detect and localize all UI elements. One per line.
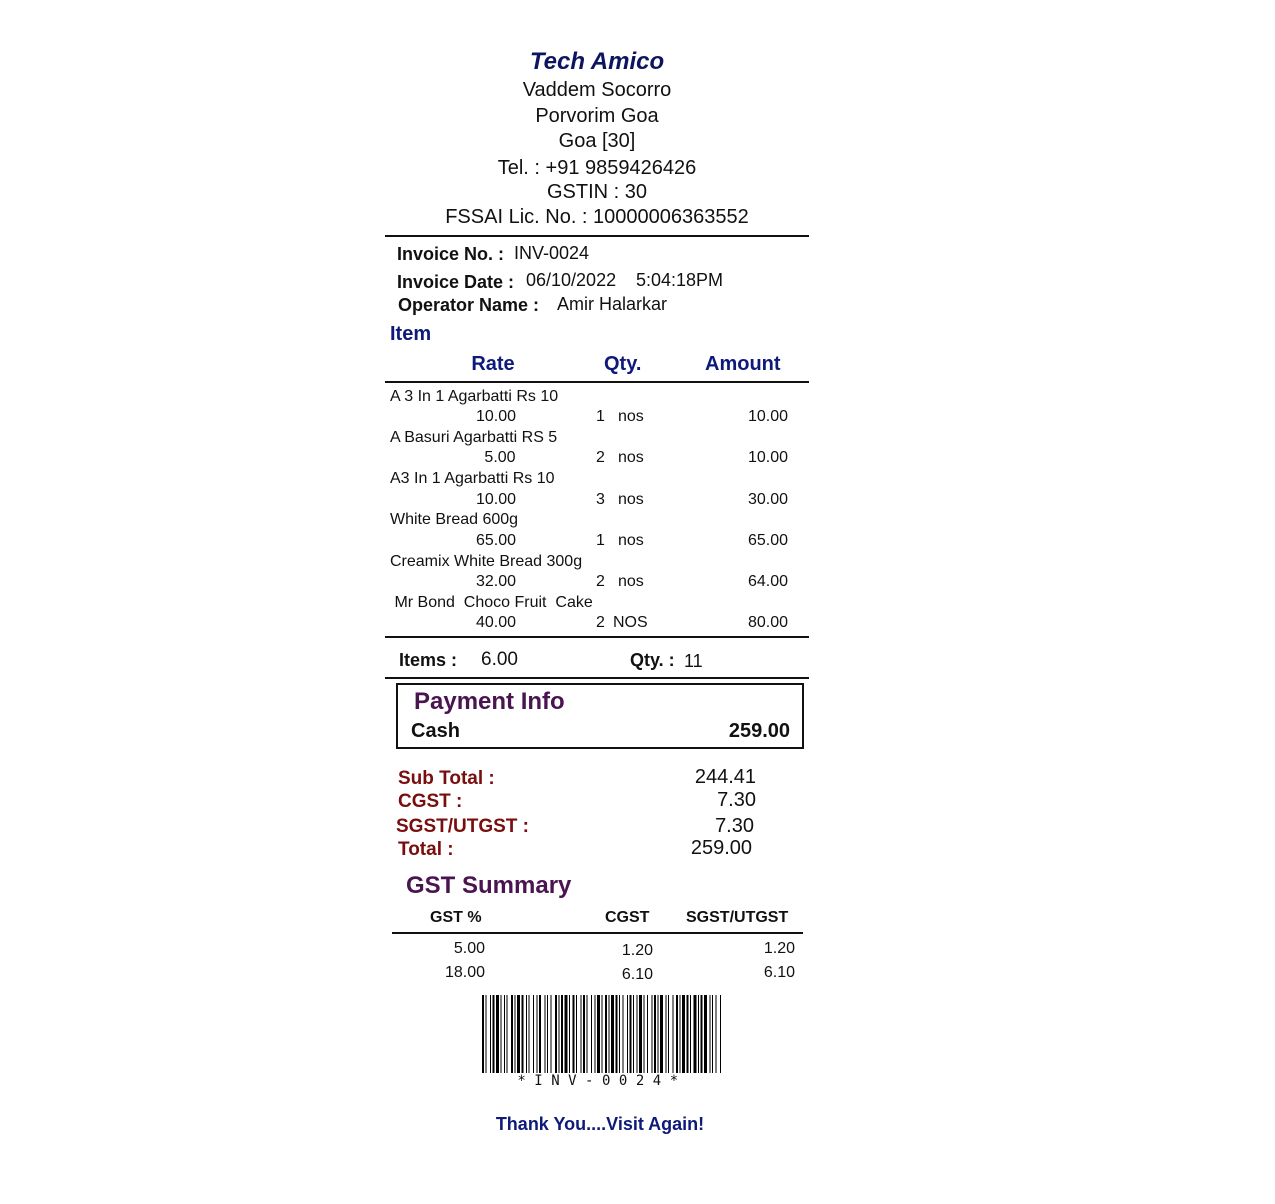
barcode-bar [482, 995, 484, 1073]
barcode-bar [658, 995, 659, 1073]
item-rate: 40.00 [475, 614, 517, 631]
barcode-bar [486, 995, 487, 1073]
item-qty: 2 [596, 573, 605, 590]
item-name: A 3 In 1 Agarbatti Rs 10 [390, 388, 559, 405]
barcode-bar [605, 995, 607, 1073]
barcode-bar [611, 995, 614, 1073]
item-qty: 1 [596, 532, 605, 549]
barcode-bar [701, 995, 703, 1073]
barcode-bar [627, 995, 628, 1073]
barcode-bar [680, 995, 681, 1073]
barcode-bar [652, 995, 653, 1073]
divider [392, 932, 803, 934]
barcode-bar [522, 995, 524, 1073]
total-label: Total : [398, 839, 454, 860]
barcode-bar [583, 995, 585, 1073]
item-name: Mr Bond Choco Fruit Cake [390, 594, 593, 611]
gst-summary-title: GST Summary [406, 872, 572, 899]
gst-row-sgst: 6.10 [763, 964, 795, 981]
operator-name-label: Operator Name : [398, 295, 540, 315]
barcode-text: *INV-0024* [517, 1073, 687, 1089]
barcode-bar [676, 995, 678, 1073]
telephone: Tel. : +91 9859426426 [497, 157, 697, 179]
total-qty-label: Qty. : [630, 650, 675, 670]
barcode-bar [496, 995, 499, 1073]
item-unit: nos [618, 408, 644, 425]
barcode-bar [573, 995, 575, 1073]
barcode-bar [569, 995, 570, 1073]
barcode-bar [581, 995, 582, 1073]
barcode-bar [493, 995, 495, 1073]
barcode-bar [619, 995, 620, 1073]
operator-name-value: Amir Halarkar [557, 294, 668, 314]
invoice-date-label: Invoice Date : [397, 272, 515, 292]
divider [385, 677, 809, 679]
gst-header-percent: GST % [430, 909, 482, 926]
barcode-bar [644, 995, 645, 1073]
barcode-bar [694, 995, 697, 1073]
barcode-bar [565, 995, 568, 1073]
item-name: A Basuri Agarbatti RS 5 [390, 429, 558, 446]
barcode-bar [591, 995, 592, 1073]
barcode-bar [517, 995, 520, 1073]
item-amount: 64.00 [747, 573, 788, 590]
item-unit: nos [618, 573, 644, 590]
item-unit: nos [618, 449, 644, 466]
barcode-bar [515, 995, 516, 1073]
item-rate: 65.00 [475, 532, 517, 549]
barcode-bar [704, 995, 707, 1073]
barcode-bar [623, 995, 624, 1073]
barcode-bar [539, 995, 541, 1073]
barcode-bar [698, 995, 699, 1073]
subtotal-label: Sub Total : [398, 768, 495, 789]
shop-name: Tech Amico [529, 48, 665, 75]
barcode-bar [561, 995, 563, 1073]
payment-info-title: Payment Info [414, 688, 565, 715]
item-qty: 2 [596, 614, 605, 631]
barcode-bar [654, 995, 656, 1073]
barcode-bar [716, 995, 717, 1073]
sgst-label: SGST/UTGST : [396, 816, 529, 837]
barcode-bar [597, 995, 600, 1073]
item-amount: 10.00 [747, 408, 788, 425]
item-rate: 5.00 [484, 449, 516, 466]
barcode-bar [507, 995, 508, 1073]
address-line-2: Porvorim Goa [535, 105, 659, 127]
column-item: Item [390, 323, 432, 345]
barcode-bar [559, 995, 560, 1073]
barcode-bar [720, 995, 721, 1073]
barcode-bar [710, 995, 711, 1073]
invoice-date-value: 06/10/2022 [526, 270, 617, 290]
address-line-1: Vaddem Socorro [522, 79, 672, 101]
column-qty: Qty. [604, 353, 642, 375]
item-amount: 65.00 [747, 532, 788, 549]
total-value: 259.00 [690, 837, 752, 859]
barcode-bar [668, 995, 669, 1073]
invoice-time-value: 5:04:18PM [636, 270, 724, 290]
barcode-bar [630, 995, 632, 1073]
barcode-bar [673, 995, 674, 1073]
thank-you-message: Thank You....Visit Again! [495, 1114, 705, 1134]
barcode-bar [712, 995, 713, 1073]
barcode-bar [587, 995, 588, 1073]
items-count-value: 6.00 [481, 649, 518, 670]
item-rate: 32.00 [475, 573, 517, 590]
cgst-label: CGST : [398, 791, 463, 812]
barcode-bar [551, 995, 552, 1073]
barcode-bar [526, 995, 527, 1073]
gst-row-sgst: 1.20 [763, 940, 795, 957]
item-qty: 3 [596, 491, 605, 508]
invoice-no-value: INV-0024 [514, 243, 590, 263]
cgst-value: 7.30 [717, 789, 756, 811]
column-amount: Amount [705, 353, 781, 375]
barcode-bar [490, 995, 491, 1073]
barcode-image [480, 995, 724, 1073]
gst-header-cgst: CGST [605, 909, 650, 926]
divider [385, 636, 809, 638]
barcode-bar [690, 995, 691, 1073]
barcode-bar [576, 995, 577, 1073]
barcode-bar [533, 995, 534, 1073]
item-name: White Bread 600g [390, 511, 519, 528]
payment-method: Cash [411, 720, 460, 742]
barcode-bar [537, 995, 538, 1073]
item-rate: 10.00 [475, 408, 517, 425]
barcode-bar [682, 995, 685, 1073]
item-qty: 1 [596, 408, 605, 425]
item-name: A3 In 1 Agarbatti Rs 10 [390, 470, 555, 487]
item-amount: 80.00 [747, 614, 788, 631]
total-qty-value: 11 [684, 651, 703, 671]
sgst-value: 7.30 [715, 815, 754, 837]
barcode-bar [639, 995, 642, 1073]
barcode-bar [660, 995, 663, 1073]
item-qty: 2 [596, 449, 605, 466]
item-name: Creamix White Bread 300g [390, 553, 583, 570]
gst-row-cgst: 6.10 [621, 966, 653, 983]
item-unit: nos [618, 532, 644, 549]
barcode-bar [647, 995, 648, 1073]
gst-row-percent: 5.00 [453, 940, 485, 957]
barcode-bar [666, 995, 667, 1073]
subtotal-value: 244.41 [694, 766, 756, 788]
gstin: GSTIN : 30 [546, 181, 648, 203]
payment-amount: 259.00 [728, 720, 790, 742]
barcode-bar [687, 995, 689, 1073]
barcode-bar [633, 995, 634, 1073]
gst-header-sgst: SGST/UTGST [686, 909, 789, 926]
barcode-bar [616, 995, 618, 1073]
invoice-no-label: Invoice No. : [397, 244, 505, 264]
item-rate: 10.00 [475, 491, 517, 508]
barcode-bar [501, 995, 502, 1073]
items-count-label: Items : [399, 650, 458, 670]
barcode-bar [547, 995, 548, 1073]
fssai-license: FSSAI Lic. No. : 10000006363552 [445, 206, 749, 228]
item-unit: nos [618, 491, 644, 508]
barcode-bar [609, 995, 610, 1073]
address-line-3: Goa [30] [558, 130, 636, 152]
item-amount: 30.00 [747, 491, 788, 508]
barcode-bar [511, 995, 513, 1073]
divider [385, 381, 809, 383]
item-amount: 10.00 [747, 449, 788, 466]
barcode-bar [545, 995, 546, 1073]
column-rate: Rate [471, 353, 515, 375]
gst-row-percent: 18.00 [444, 964, 485, 981]
barcode-bar [637, 995, 638, 1073]
barcode-bar [504, 995, 505, 1073]
barcode-bar [602, 995, 603, 1073]
barcode-bar [529, 995, 530, 1073]
item-unit: NOS [613, 614, 648, 631]
barcode-bar [555, 995, 557, 1073]
gst-row-cgst: 1.20 [621, 942, 653, 959]
divider [385, 235, 809, 237]
barcode-bar [595, 995, 596, 1073]
